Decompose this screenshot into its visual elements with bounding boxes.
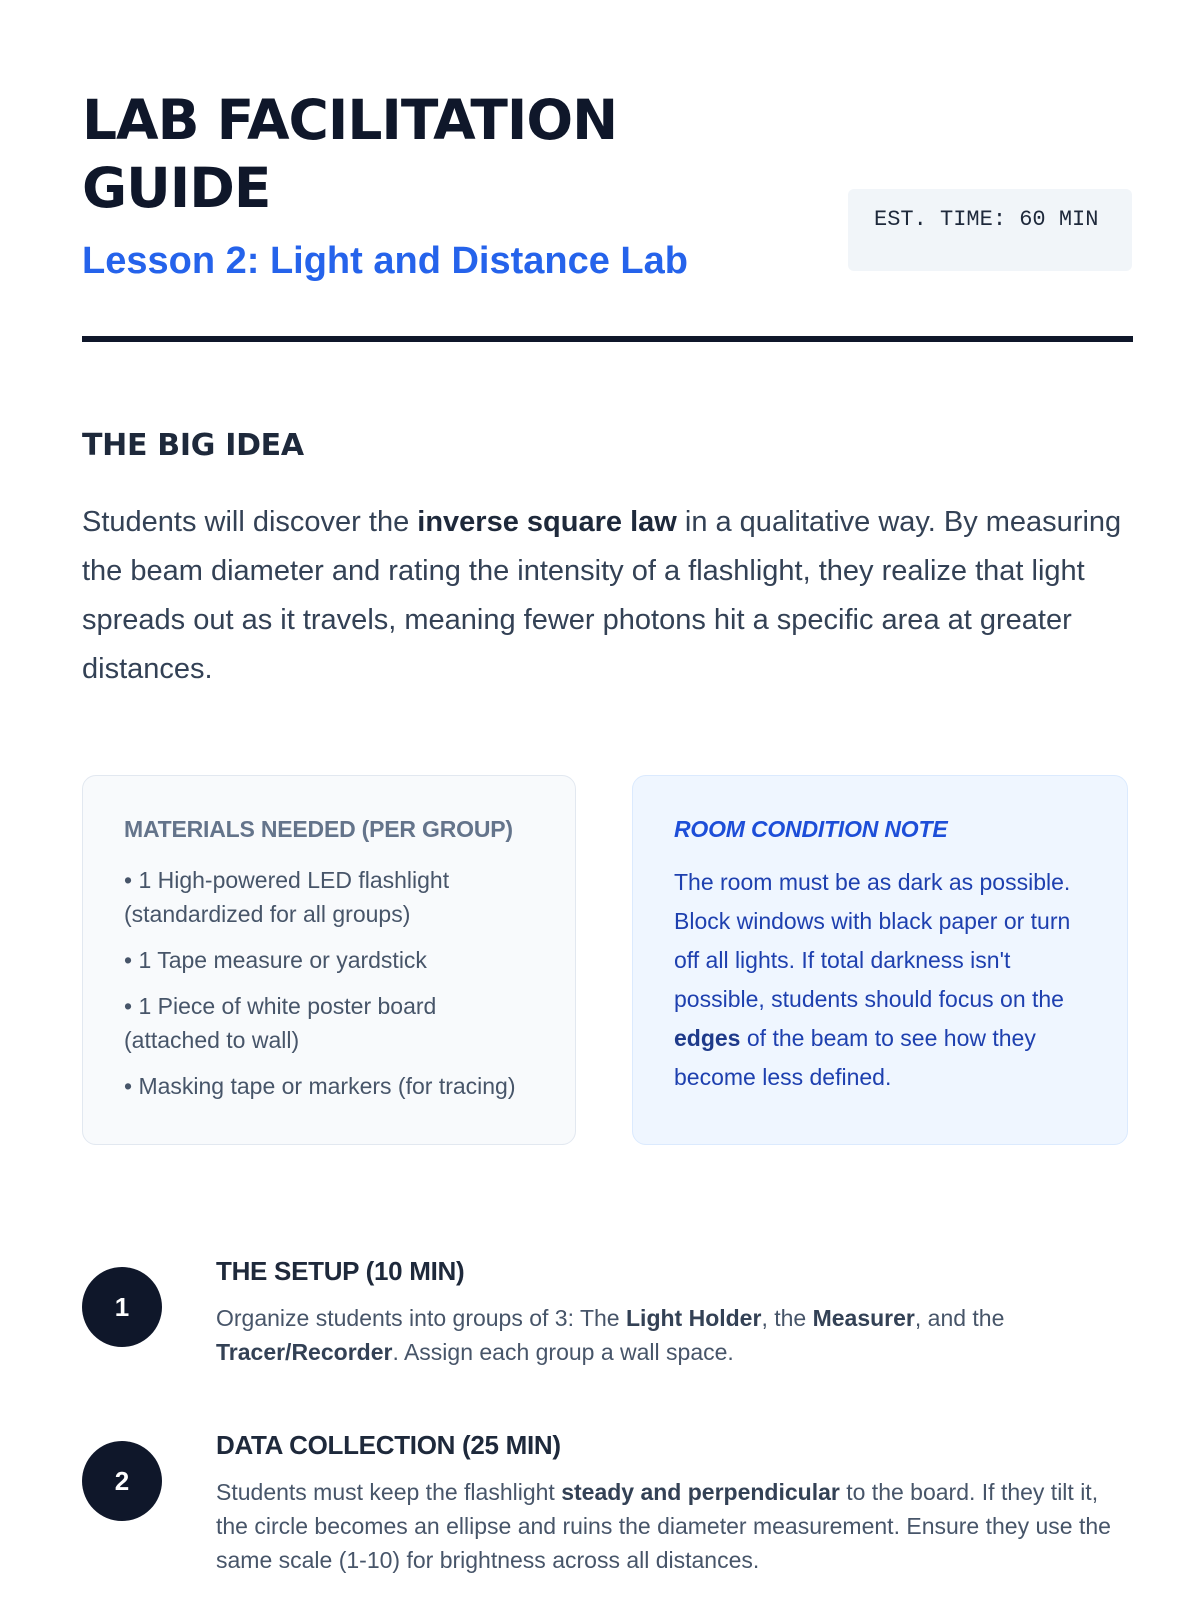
- step-heading: DATA COLLECTION (25 MIN): [216, 1430, 561, 1460]
- step-body: [216, 1430, 1126, 1577]
- step-number-badge: 1: [82, 1267, 162, 1347]
- step-role-light-holder: Light Holder: [626, 1305, 762, 1331]
- room-text-emphasis: edges: [674, 1025, 741, 1051]
- step-text: [216, 1475, 1126, 1577]
- big-idea-emphasis: inverse square law: [417, 506, 677, 538]
- room-condition-card: [632, 775, 1128, 1145]
- header-divider: [82, 336, 1133, 342]
- step-role-measurer: Measurer: [812, 1305, 915, 1331]
- step-text: [216, 1301, 1126, 1369]
- materials-item: • 1 High-powered LED flashlight (standardized for all groups): [124, 867, 450, 927]
- step-emphasis: steady and perpendicular: [561, 1479, 840, 1505]
- materials-item: • 1 Piece of white poster board (attached to wall): [124, 993, 437, 1053]
- materials-card: [82, 775, 576, 1145]
- page-title: LAB FACILITATION GUIDE: [82, 88, 618, 220]
- big-idea-text-part: Students will discover the: [82, 506, 418, 538]
- materials-list: [124, 863, 535, 1103]
- materials-item: • 1 Tape measure or yardstick: [124, 947, 427, 973]
- big-idea-heading: THE BIG IDEA: [82, 428, 304, 463]
- room-text-part: The room must be as dark as possible. Block windows with black paper or turn off all lights. If total darkness isn't possible, students should focus on the: [674, 869, 1071, 1012]
- materials-item: • Masking tape or markers (for tracing): [124, 1073, 516, 1099]
- materials-heading: MATERIALS NEEDED (PER GROUP): [124, 816, 513, 842]
- step-role-tracer: Tracer/Recorder: [216, 1339, 393, 1365]
- est-time-badge: EST. TIME: 60 MIN: [848, 189, 1132, 271]
- room-text-part: of the beam to see how they become less defined.: [674, 1025, 1036, 1090]
- step-text-part: Organize students into groups of 3: The: [216, 1305, 626, 1331]
- big-idea-text: [82, 498, 1142, 694]
- step-heading: THE SETUP (10 MIN): [216, 1256, 465, 1286]
- big-idea-text-part: in a qualitative way. By measuring the beam diameter and rating the intensity of a flashlight, they realize that light spreads out as it travels, meaning fewer photons hit a specific area at greater distances.: [82, 506, 1122, 685]
- step-body: [216, 1256, 1126, 1369]
- step-text-part: , and the: [914, 1305, 1005, 1331]
- step-text-part: . Assign each group a wall space.: [392, 1339, 734, 1365]
- room-condition-heading: ROOM CONDITION NOTE: [674, 816, 948, 842]
- lesson-subtitle: Lesson 2: Light and Distance Lab: [82, 240, 688, 282]
- room-condition-text: [674, 863, 1087, 1097]
- header: [82, 86, 1132, 284]
- step-number-badge: 2: [82, 1441, 162, 1521]
- step-text-part: , the: [761, 1305, 813, 1331]
- step-text-part: to the board. If they tilt it, the circle becomes an ellipse and ruins the diameter measurement. Ensure they use the same scale (1-10) for brightness across all distances.: [216, 1479, 1111, 1573]
- step-text-part: Students must keep the flashlight: [216, 1479, 562, 1505]
